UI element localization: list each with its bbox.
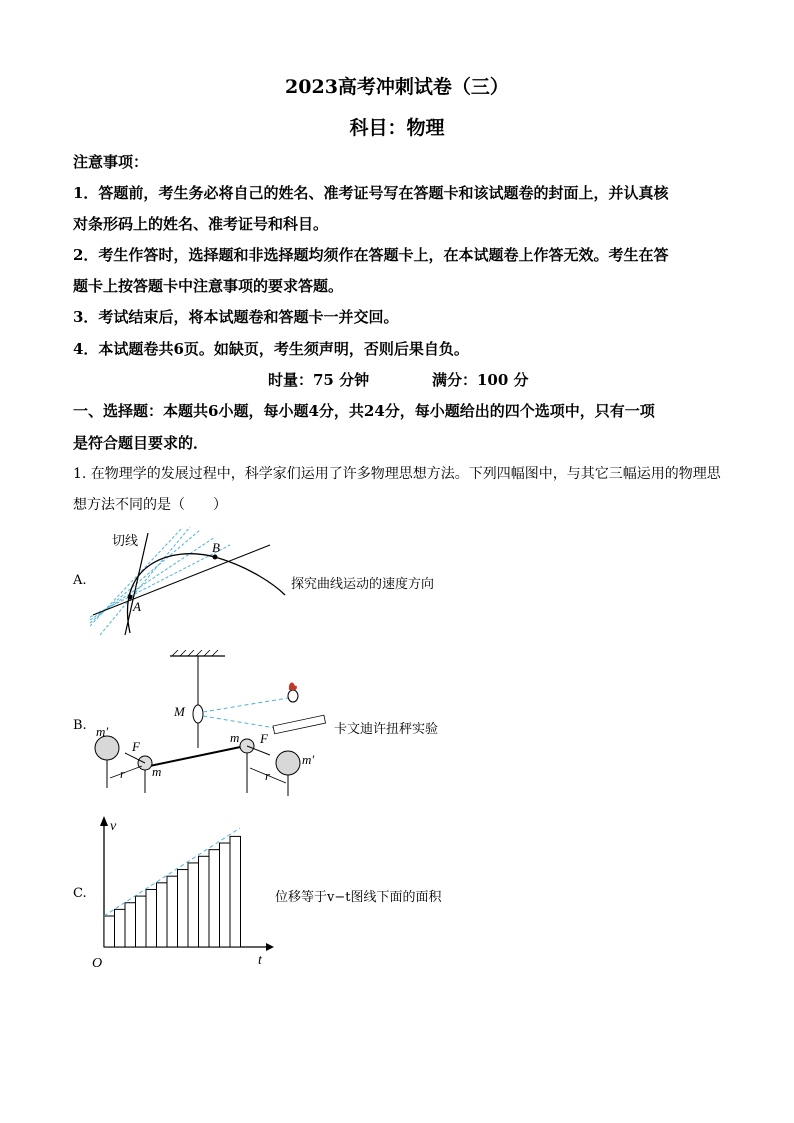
v-axis-label: v — [110, 819, 117, 834]
option-c-figure — [90, 812, 275, 972]
origin-label: O — [92, 956, 103, 971]
vt-bar — [104, 916, 115, 947]
notice-item-3: 3．考试结束后，将本试题卷和答题卡一并交回。 — [73, 308, 399, 326]
exam-time: 时量：75 分钟 — [268, 371, 370, 389]
section1-heading-1: 一、选择题：本题共6小题，每小题4分，共24分，每小题给出的四个选项中，只有一项 — [73, 402, 655, 420]
vt-bar — [157, 883, 168, 947]
small-ball-left-label: m — [152, 764, 162, 779]
big-ball-right-label: m′ — [302, 752, 315, 767]
vt-bar — [136, 896, 147, 947]
option-b-figure — [90, 648, 340, 798]
subject-title: 科目：物理 — [349, 117, 445, 139]
distance-right-label: r — [265, 768, 271, 783]
vt-bar — [220, 843, 231, 947]
vt-bar — [178, 870, 189, 947]
notice-heading: 注意事项： — [73, 153, 149, 171]
vt-bar — [199, 856, 210, 947]
t-axis-label: t — [258, 953, 262, 968]
vt-bar — [115, 909, 126, 947]
vt-bars — [104, 836, 241, 947]
q1-stem-1: 1. 在物理学的发展过程中，科学家们运用了许多物理思想方法。下列四幅图中，与其它三幅运用的物理思 — [73, 466, 721, 482]
notice-item-4: 4．本试题卷共6页。如缺页，考生须声明，否则后果自负。 — [73, 340, 469, 358]
vt-bar — [146, 889, 157, 947]
notice-item-2a: 2．考生作答时，选择题和非选择题均须作在答题卡上，在本试题卷上作答无效。考生在答 — [73, 246, 669, 264]
tangent-label: 切线 — [112, 533, 139, 548]
vt-bar — [188, 863, 199, 947]
point-b-label: B — [212, 540, 220, 555]
option-a-letter: A. — [73, 573, 87, 588]
force-left-label: F — [132, 739, 140, 754]
option-a-figure — [90, 525, 310, 640]
notice-item-2b: 题卡上按答题卡中注意事项的要求答题。 — [73, 277, 344, 295]
option-a-caption: 探究曲线运动的速度方向 — [291, 577, 435, 592]
section1-heading-2: 是符合题目要求的． — [73, 434, 209, 452]
exam-score: 满分：100 分 — [432, 371, 529, 389]
q1-stem-2: 想方法不同的是（ ） — [73, 497, 227, 513]
option-b-letter: B. — [73, 718, 87, 733]
option-c-letter: C. — [73, 886, 87, 901]
vt-bar — [167, 876, 178, 947]
vt-bar — [209, 850, 220, 947]
option-c-caption: 位移等于v−t图线下面的面积 — [275, 890, 442, 905]
notice-item-1a: 1．答题前，考生务必将自己的姓名、准考证号写在答题卡和该试题卷的封面上，并认真核 — [73, 184, 669, 202]
small-ball-right-label: m — [230, 730, 240, 745]
vt-bar — [125, 903, 136, 947]
notice-item-1b: 对条形码上的姓名、准考证号和科目。 — [73, 215, 329, 233]
vt-bar — [230, 836, 241, 947]
distance-left-label: r — [120, 766, 126, 781]
mirror-m-label: M — [174, 704, 185, 719]
option-b-caption: 卡文迪许扭秤实验 — [334, 722, 439, 737]
exam-title: 2023高考冲刺试卷（三） — [285, 76, 509, 98]
force-right-label: F — [260, 731, 268, 746]
big-ball-left-label: m′ — [96, 724, 109, 739]
point-a-label: A — [133, 599, 141, 614]
